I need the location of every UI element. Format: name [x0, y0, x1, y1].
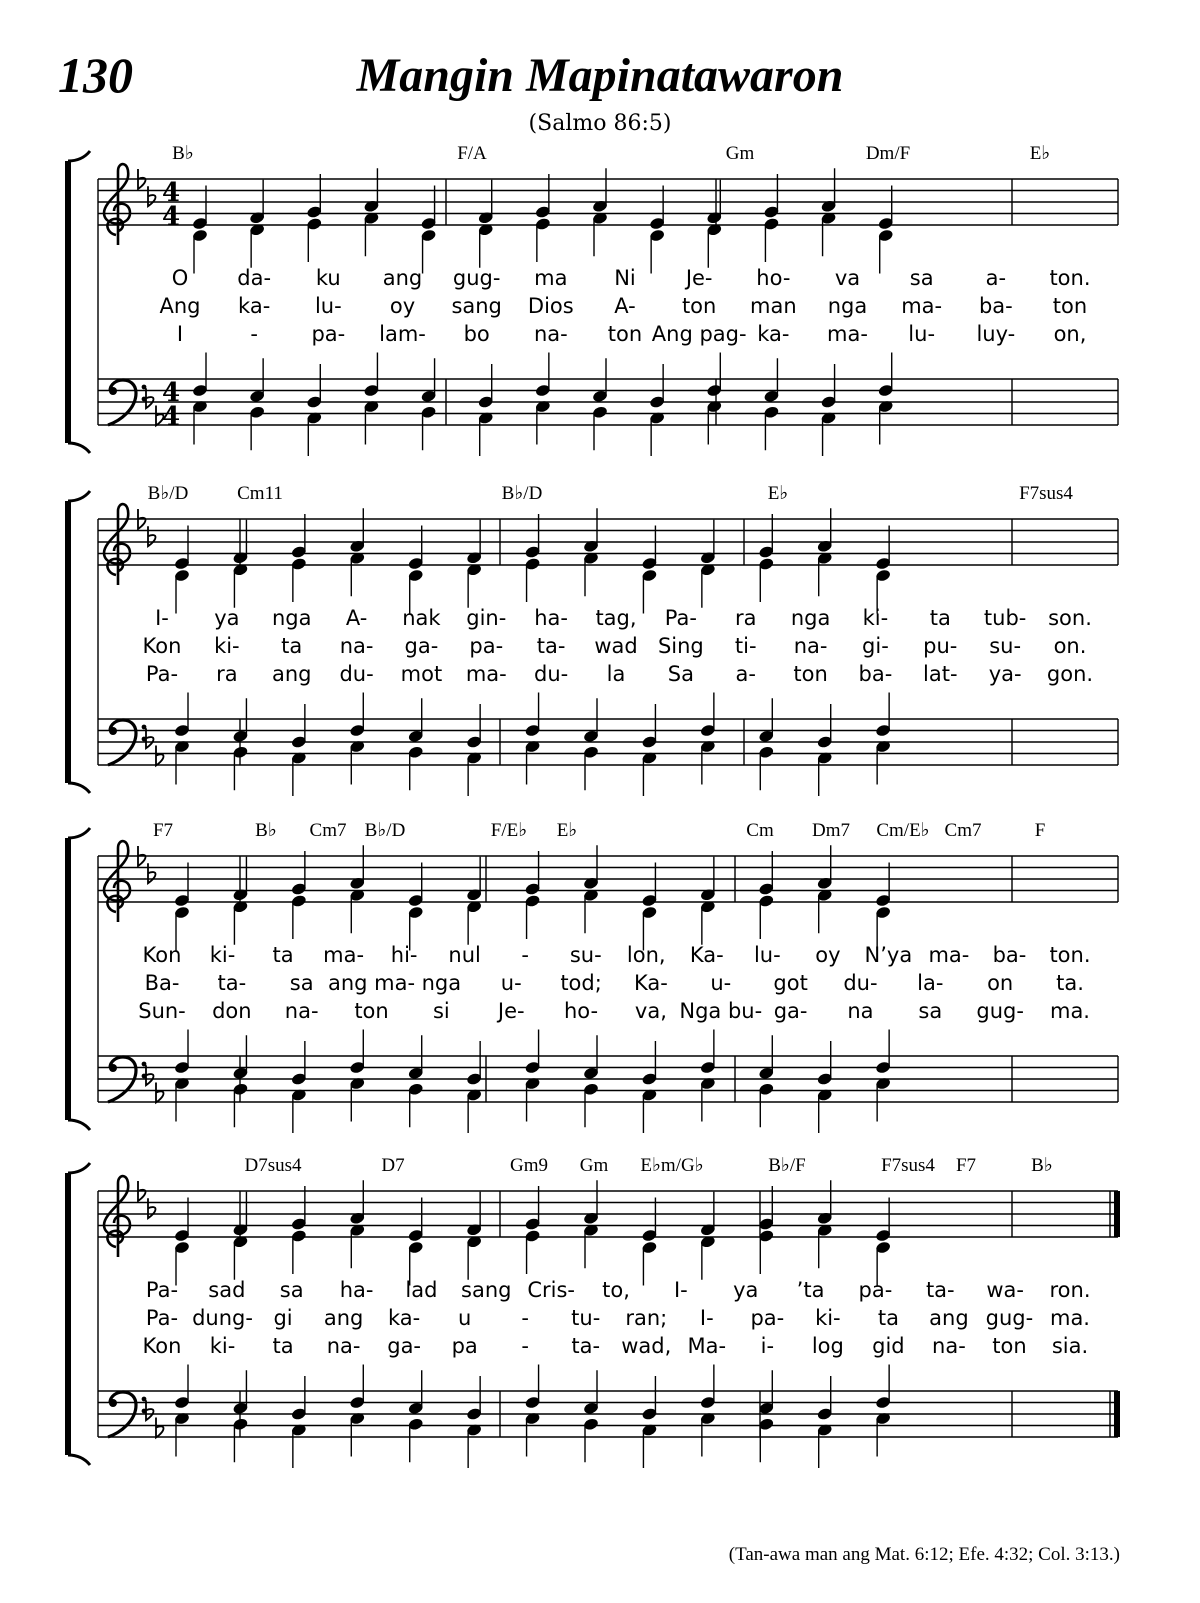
- lyric-syllable: ta-: [571, 1334, 601, 1358]
- bracket-top: [68, 1163, 90, 1173]
- lyric-syllable: wad,: [621, 1334, 672, 1358]
- lyric-syllable: Ni: [614, 266, 636, 290]
- lyric-syllable: ton.: [1049, 943, 1091, 967]
- final-bar-thick: [1114, 1191, 1120, 1237]
- lyric-syllable: oy: [389, 294, 416, 318]
- lyric-syllable: -: [521, 1334, 529, 1358]
- lyric-syllable: ang: [929, 1306, 969, 1330]
- lyric-syllable: ma.: [1049, 999, 1091, 1023]
- lyric-syllable: sang: [461, 1278, 512, 1302]
- lyric-syllable: Ang: [159, 294, 201, 318]
- lyric-syllable: ra: [734, 606, 757, 630]
- music-system: [68, 483, 1093, 793]
- lyric-syllable: Dios: [527, 294, 574, 318]
- lyric-syllable: sa: [918, 999, 943, 1023]
- treble-staff: [98, 841, 1118, 950]
- lyric-syllable: ha-: [339, 1278, 374, 1302]
- flat-icon: [148, 863, 156, 883]
- hymn-number: 130: [58, 47, 133, 103]
- chord-symbol: Cm11: [237, 483, 283, 504]
- lyric-syllable: ang ma-: [327, 971, 416, 995]
- lyric-syllable: u-: [710, 971, 732, 995]
- lyric-syllable: ton: [793, 662, 828, 686]
- music-system: [68, 1155, 1091, 1465]
- music-system: [68, 820, 1091, 1130]
- lyric-syllable: wad: [594, 634, 638, 658]
- bracket-top: [68, 151, 90, 161]
- lyric-syllable: gid: [872, 1334, 905, 1358]
- lyric-syllable: va: [834, 266, 861, 290]
- time-signature-top: 4: [162, 178, 181, 208]
- lyric-syllable: don: [212, 999, 252, 1023]
- lyric-syllable: gug-: [976, 999, 1024, 1023]
- treble-clef-icon: [104, 1176, 130, 1257]
- flat-icon: [146, 388, 154, 408]
- lyric-syllable: du-: [339, 662, 374, 686]
- lyric-syllable: Kon: [142, 1334, 182, 1358]
- flat-icon: [148, 186, 156, 206]
- lyric-syllable: Pa-: [145, 1278, 179, 1302]
- lyric-syllable: du-: [534, 662, 569, 686]
- lyric-syllable: gi-: [862, 634, 889, 658]
- music-system: [68, 143, 1091, 453]
- lyric-syllable: I: [176, 322, 184, 346]
- treble-clef-icon: [104, 164, 130, 245]
- lyric-syllable: nak: [402, 606, 441, 630]
- lyric-syllable: sang: [451, 294, 502, 318]
- lyric-syllable: sa: [909, 266, 934, 290]
- lyric-syllable: Je-: [497, 999, 525, 1023]
- lyric-syllable: ma.: [1049, 1306, 1091, 1330]
- lyric-syllable: Pa-: [664, 606, 697, 630]
- lyric-syllable: tag,: [595, 606, 637, 630]
- lyric-syllable: pa: [451, 1334, 478, 1358]
- lyric-syllable: I-: [699, 1306, 714, 1330]
- chord-symbol: F7: [152, 820, 174, 841]
- lyric-syllable: ton: [992, 1334, 1027, 1358]
- lyric-syllable: ma-: [827, 322, 868, 346]
- flat-icon: [146, 1400, 154, 1420]
- lyric-syllable: na-: [339, 634, 374, 658]
- lyric-syllable: du-: [843, 971, 878, 995]
- chord-symbol: E♭: [767, 483, 789, 504]
- lyric-syllable: ku: [315, 266, 341, 290]
- chord-symbol: Dm/F: [865, 143, 911, 164]
- lyric-syllable: ton: [1052, 294, 1088, 318]
- bass-clef-dot: [109, 387, 117, 395]
- chord-symbol: Cm: [746, 820, 774, 841]
- bracket-bottom: [68, 1455, 90, 1465]
- lyric-syllable: ma: [534, 266, 568, 290]
- lyric-syllable: wa-: [986, 1278, 1024, 1302]
- lyric-syllable: ki-: [209, 1334, 236, 1358]
- flat-icon: [146, 1065, 154, 1085]
- lyric-syllable: ang: [382, 266, 423, 290]
- lyric-syllable: sa: [289, 971, 314, 995]
- lyric-syllable: na-: [284, 999, 319, 1023]
- chord-symbol: Cm7: [309, 820, 347, 841]
- lyric-syllable: Cris-: [527, 1278, 575, 1302]
- lyric-syllable: na-: [793, 634, 828, 658]
- lyric-syllable: su-: [569, 943, 602, 967]
- flat-icon: [146, 728, 154, 748]
- footnote: (Tan-awa man ang Mat. 6:12; Efe. 4:32; Col. 3:13.): [728, 1544, 1120, 1565]
- bracket-bottom: [68, 1120, 90, 1130]
- lyric-syllable: ba-: [978, 294, 1013, 318]
- lyric-syllable: Ba-: [144, 971, 180, 995]
- chord-symbol: D7sus4: [244, 1155, 302, 1176]
- bracket-bottom: [68, 443, 90, 453]
- flat-icon: [156, 1083, 164, 1103]
- lyric-syllable: Sun-: [138, 999, 186, 1023]
- bass-clef-dot: [109, 1399, 117, 1407]
- treble-clef-icon: [104, 504, 130, 585]
- lyric-syllable: ho-: [756, 266, 791, 290]
- lyric-syllable: Ma-: [687, 1334, 727, 1358]
- lyric-syllable: ki-: [209, 943, 236, 967]
- lyric-syllable: Kon: [142, 634, 182, 658]
- lyric-syllable: on,: [1053, 322, 1087, 346]
- lyric-syllable: ta-: [536, 634, 566, 658]
- lyric-syllable: nga: [790, 606, 831, 630]
- lyric-syllable: ta-: [217, 971, 247, 995]
- treble-staff: [98, 504, 1118, 613]
- hymn-title: Mangin Mapinatawaron: [356, 49, 844, 102]
- chord-symbol: Gm9: [510, 1155, 548, 1176]
- lyric-syllable: a-: [735, 662, 756, 686]
- lyric-syllable: da-: [237, 266, 272, 290]
- bracket-top: [68, 828, 90, 838]
- lyric-syllable: gin-: [466, 606, 507, 630]
- lyric-syllable: bo: [463, 322, 490, 346]
- lyric-syllable: ki-: [214, 634, 240, 658]
- lyric-syllable: ya: [733, 1278, 759, 1302]
- lyric-syllable: Ka-: [633, 971, 668, 995]
- lyric-syllable: la-: [917, 971, 944, 995]
- lyric-syllable: A-: [345, 606, 368, 630]
- time-signature-top: 4: [162, 378, 181, 408]
- flat-icon: [148, 526, 156, 546]
- bass-staff: [98, 353, 1118, 457]
- chord-symbol: Gm: [725, 143, 755, 164]
- lyric-syllable: gon.: [1046, 662, 1094, 686]
- chord-symbol: E♭: [556, 820, 578, 841]
- lyric-syllable: gug-: [985, 1306, 1034, 1330]
- lyric-syllable: si: [432, 999, 450, 1023]
- chord-symbol: Cm7: [944, 820, 982, 841]
- lyric-syllable: -: [521, 1306, 529, 1330]
- lyric-syllable: ma-: [323, 943, 365, 967]
- lyric-syllable: I-: [155, 606, 169, 630]
- lyric-syllable: to,: [602, 1278, 630, 1302]
- chord-symbol: B♭: [255, 820, 277, 841]
- lyric-syllable: ki-: [815, 1306, 841, 1330]
- lyric-syllable: got: [773, 971, 808, 995]
- bass-clef-dot: [109, 1064, 117, 1072]
- lyric-syllable: ta: [929, 606, 951, 630]
- lyric-syllable: Kon: [142, 943, 182, 967]
- chord-symbol: Cm/E♭: [876, 820, 930, 841]
- lyric-syllable: pa-: [311, 322, 346, 346]
- bass-staff: [98, 1030, 1118, 1134]
- chord-symbol: D7: [381, 1155, 405, 1176]
- lyric-syllable: ka-: [238, 294, 271, 318]
- lyric-syllable: oy: [815, 943, 841, 967]
- lyric-syllable: ba-: [992, 943, 1027, 967]
- flat-icon: [148, 1198, 156, 1218]
- lyric-syllable: ra: [216, 662, 238, 686]
- lyric-syllable: ton: [354, 999, 389, 1023]
- lyric-syllable: dung-: [192, 1306, 253, 1330]
- lyric-syllable: ga-: [404, 634, 439, 658]
- lyric-syllable: N’ya: [864, 943, 913, 967]
- lyric-syllable: lam-: [379, 322, 426, 346]
- lyric-syllable: ta: [281, 634, 303, 658]
- lyric-syllable: sad: [208, 1278, 246, 1302]
- lyric-syllable: nga: [421, 971, 462, 995]
- lyric-syllable: pa-: [469, 634, 504, 658]
- chord-symbol: F7: [955, 1155, 977, 1176]
- lyric-syllable: ha-: [534, 606, 569, 630]
- lyric-syllable: on.: [1053, 634, 1087, 658]
- chord-symbol: B♭: [172, 143, 194, 164]
- lyric-syllable: pu-: [923, 634, 958, 658]
- lyric-syllable: on: [987, 971, 1014, 995]
- chord-symbol: Gm: [579, 1155, 609, 1176]
- lyric-syllable: ron.: [1049, 1278, 1091, 1302]
- lyric-syllable: I-: [673, 1278, 688, 1302]
- lyric-syllable: na: [847, 999, 874, 1023]
- chord-symbol: B♭: [1031, 1155, 1053, 1176]
- lyric-syllable: luy-: [976, 322, 1016, 346]
- lyric-syllable: ti-: [734, 634, 757, 658]
- lyric-syllable: lon,: [626, 943, 666, 967]
- lyric-syllable: su-: [989, 634, 1022, 658]
- treble-clef-icon: [104, 841, 130, 922]
- lyric-syllable: Ang pag-: [651, 322, 747, 346]
- chord-symbol: B♭/F: [768, 1155, 806, 1176]
- lyric-syllable: i-: [760, 1334, 775, 1358]
- lyric-syllable: ya-: [988, 662, 1022, 686]
- lyric-syllable: A-: [614, 294, 636, 318]
- lyric-syllable: lu-: [908, 322, 936, 346]
- lyric-syllable: a-: [985, 266, 1007, 290]
- chord-symbol: B♭/D: [364, 820, 406, 841]
- lyric-syllable: ta: [272, 1334, 294, 1358]
- lyric-syllable: mot: [400, 662, 443, 686]
- time-signature-bottom: 4: [162, 202, 181, 232]
- lyric-syllable: Je-: [685, 266, 713, 290]
- lyric-syllable: ki-: [862, 606, 889, 630]
- lyric-syllable: ma-: [901, 294, 943, 318]
- lyric-syllable: lad: [405, 1278, 438, 1302]
- flat-icon: [156, 1418, 164, 1438]
- lyric-syllable: ta: [272, 943, 294, 967]
- lyric-syllable: ho-: [564, 999, 599, 1023]
- lyric-syllable: Pa-: [145, 662, 179, 686]
- lyric-syllable: na-: [326, 1334, 361, 1358]
- lyric-syllable: tu-: [571, 1306, 601, 1330]
- lyric-syllable: la: [606, 662, 626, 686]
- bracket-bottom: [68, 783, 90, 793]
- lyric-syllable: Sa: [667, 662, 694, 686]
- lyric-syllable: ang: [271, 662, 312, 686]
- treble-staff: [98, 164, 1118, 273]
- lyric-syllable: u-: [500, 971, 522, 995]
- lyric-syllable: ka-: [388, 1306, 421, 1330]
- lyric-syllable: gi: [273, 1306, 293, 1330]
- chord-symbol: E♭m/G♭: [640, 1155, 704, 1176]
- chord-symbol: F/E♭: [490, 820, 528, 841]
- lyric-syllable: nga: [827, 294, 868, 318]
- lyric-syllable: ya: [214, 606, 240, 630]
- lyric-syllable: ta.: [1056, 971, 1084, 995]
- lyric-syllable: lu-: [314, 294, 342, 318]
- lyric-syllable: pa-: [858, 1278, 893, 1302]
- lyric-syllable: gug-: [452, 266, 501, 290]
- chord-symbol: Dm7: [812, 820, 850, 841]
- lyric-syllable: ’ta: [796, 1278, 825, 1302]
- chord-symbol: B♭/D: [501, 483, 543, 504]
- lyric-syllable: ton: [681, 294, 717, 318]
- time-signature-bottom: 4: [162, 402, 181, 432]
- lyric-syllable: ton.: [1049, 266, 1091, 290]
- lyric-syllable: u: [458, 1306, 472, 1330]
- lyric-syllable: sia.: [1051, 1334, 1089, 1358]
- lyric-syllable: lu-: [753, 943, 781, 967]
- lyric-syllable: tub-: [983, 606, 1027, 630]
- lyric-syllable: ang: [323, 1306, 364, 1330]
- lyric-syllable: ta-: [925, 1278, 955, 1302]
- bass-staff: [98, 693, 1118, 797]
- lyric-syllable: ka-: [757, 322, 790, 346]
- lyric-syllable: -: [250, 322, 258, 346]
- lyric-syllable: va,: [634, 999, 667, 1023]
- bass-staff: [98, 1365, 1120, 1469]
- flat-icon: [156, 746, 164, 766]
- lyric-syllable: Nga bu-: [679, 999, 763, 1023]
- lyric-syllable: ran;: [625, 1306, 668, 1330]
- lyric-syllable: nga: [271, 606, 312, 630]
- lyric-syllable: ta: [877, 1306, 899, 1330]
- lyric-syllable: man: [750, 294, 797, 318]
- lyric-syllable: na-: [533, 322, 568, 346]
- lyric-syllable: nul: [448, 943, 481, 967]
- lyric-syllable: hi-: [390, 943, 418, 967]
- lyric-syllable: ba-: [858, 662, 893, 686]
- chord-symbol: F/A: [457, 143, 487, 164]
- treble-staff: [98, 1176, 1120, 1285]
- chord-symbol: F7sus4: [1019, 483, 1073, 504]
- lyric-syllable: ga-: [773, 999, 808, 1023]
- chord-symbol: E♭: [1029, 143, 1051, 164]
- chord-symbol: F: [1034, 820, 1046, 841]
- bass-clef-dot: [109, 727, 117, 735]
- lyric-syllable: tod;: [560, 971, 602, 995]
- scripture-reference: (Salmo 86:5): [528, 111, 672, 136]
- lyric-syllable: ma-: [928, 943, 970, 967]
- lyric-syllable: Ka-: [689, 943, 724, 967]
- lyric-syllable: O: [171, 266, 189, 290]
- lyric-syllable: ga-: [387, 1334, 422, 1358]
- chord-symbol: F7sus4: [881, 1155, 935, 1176]
- lyric-syllable: log: [811, 1334, 844, 1358]
- lyric-syllable: pa-: [750, 1306, 785, 1330]
- lyric-syllable: -: [521, 943, 529, 967]
- lyric-syllable: Sing: [657, 634, 704, 658]
- chord-symbol: B♭/D: [147, 483, 189, 504]
- lyric-syllable: ma-: [465, 662, 507, 686]
- bracket-top: [68, 491, 90, 501]
- final-bar-thick: [1114, 1391, 1120, 1437]
- lyric-syllable: sa: [279, 1278, 304, 1302]
- lyric-syllable: Pa-: [145, 1306, 179, 1330]
- lyric-syllable: lat-: [923, 662, 958, 686]
- lyric-syllable: ton: [607, 322, 643, 346]
- lyric-syllable: son.: [1048, 606, 1092, 630]
- lyric-syllable: na-: [932, 1334, 966, 1358]
